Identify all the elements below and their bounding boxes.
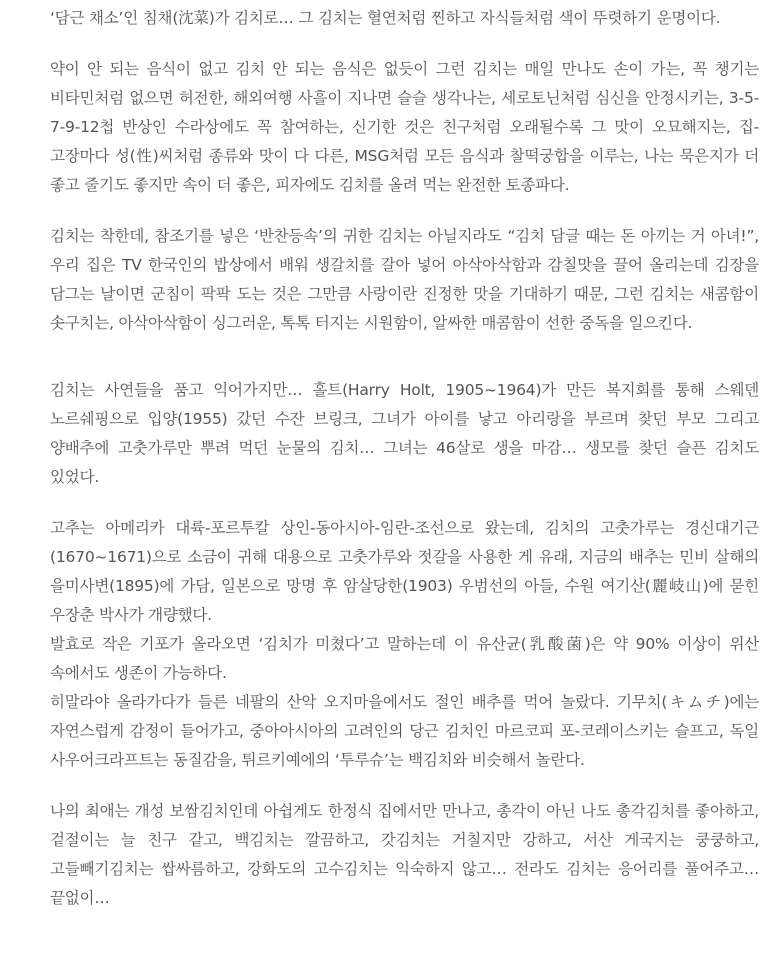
paragraph-daily-kimchi: 약이 안 되는 음식이 없고 김치 안 되는 음식은 없듯이 그런 김치는 매일 만나도 손이 가는, 꼭 챙기는 비타민처럼 없으면 허전한, 해외여행 사흘이 지나면 슬슬 생각나는, 세로토닌처럼 심신을 안정시키는, 3-5-7-9-12첩 반상인 수라상에도 꼭 참여하는, 신기한 것은 친구처럼 오래될수록 그 맛이 오묘해지는, 집-고장마다 성(性)씨처럼 종류와 맛이 다 다른, MSG처럼 모든 음식과 찰떡궁합을 이루는, 나는 묵은지가 더 좋고 줄기도 좋지만 속이 더 좋은, 피자에도 김치를 올려 먹는 완전한 토종파다. [50, 60, 759, 194]
paragraph-fermentation: 발효로 작은 기포가 올라오면 ‘김치가 미쳤다’고 말하는데 이 유산균(乳酸菌)은 약 90% 이상이 위산 속에서도 생존이 가능하다. [50, 635, 759, 682]
paragraph-world-kimchi: 히말라야 올라가다가 들른 네팔의 산악 오지마을에서도 절인 배추를 먹어 놀랐다. 기무치(キムチ)에는 자연스럽게 감정이 들어가고, 중아아시아의 고려인의 당근 김치인 마르코피 포-코레이스키는 슬프고, 독일 사우어크라프트는 동질감을, 튀르키예에의 ‘투루슈’는 백김치와 비슷해서 놀란다. [50, 693, 759, 769]
paragraph-favorites: 나의 최애는 개성 보쌈김치인데 아쉽게도 한정식 집에서만 만나고, 총각이 아닌 나도 총각김치를 좋아하고, 겉절이는 늘 친구 같고, 백김치는 깔끔하고, 갓김치는 거칠지만 강하고, 서산 게국지는 쿵쿵하고, 고들빼기김치는 쌉싸름하고, 강화도의 고수김치는 익숙하지 않고… 전라도 김치는 응어리를 풀어주고… 끝없이… [50, 802, 759, 907]
paragraph-intro: ‘담근 채소’인 침채(沈菜)가 김치로… 그 김치는 혈연처럼 찐하고 자식들처럼 색이 뚜렷하기 운명이다. [50, 9, 721, 27]
paragraph-kimjang: 김치는 착한데, 참조기를 넣은 ‘반찬등속’의 귀한 김치는 아닐지라도 “김치 담글 때는 돈 아끼는 거 아녀!”, 우리 집은 TV 한국인의 밥상에서 배워 생갈치를 갈아 넣어 아삭아삭함과 감칠맛을 끌어 올리는데 김장을 담그는 날이면 군침이 팍팍 도는 것은 그만큼 사랑이란 진정한 맛을 기대하기 때문, 그런 김치는 새콤함이 솟구치는, 아삭아삭함이 싱그러운, 톡톡 터지는 시원함이, 알싸한 매콤함이 선한 중독을 일으킨다. [50, 227, 759, 332]
paragraph-chili-history: 고추는 아메리카 대륙-포르투칼 상인-동아시아-임란-조선으로 왔는데, 김치의 고춧가루는 경신대기근(1670~1671)으로 소금이 귀해 대용으로 고춧가루와 젓갈을 사용한 게 유래, 지금의 배추는 민비 살해의 을미사변(1895)에 가담, 일본으로 망명 후 암살당한(1903) 우범선의 아들, 수원 여기산(麗岐山)에 묻힌 우장춘 박사가 개량했다. [50, 519, 759, 624]
paragraph-susan-brink: 김치는 사연들을 품고 익어가지만… 홀트(Harry Holt, 1905~1964)가 만든 복지회를 통해 스웨덴 노르쉐핑으로 입양(1955) 갔던 수잔 브링크, 그녀가 아이를 낳고 아리랑을 부르며 찾던 부모 그리고 양배추에 고춧가루만 뿌려 먹던 눈물의 김치… 그녀는 46살로 생을 마감… 생모를 찾던 슬픈 김치도 있었다. [50, 381, 759, 486]
